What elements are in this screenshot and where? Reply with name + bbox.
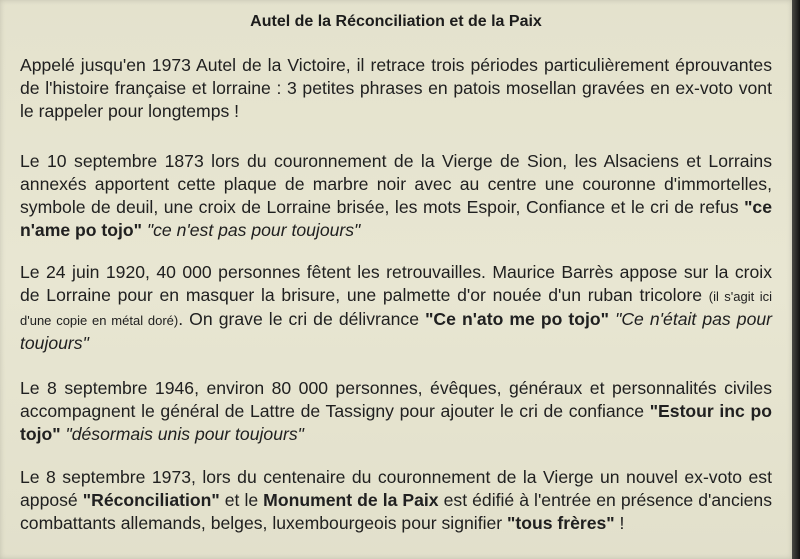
p1973-text3: est édifié à l'entrée en présence d'anciens combattants allemands, belges, luxembourgeois pour signifier — [20, 490, 773, 533]
p1973-tous-freres: "tous frères" — [507, 513, 615, 533]
p1973-text: Le 8 septembre 1973, lors du centenaire du couronnement de la Vierge un nouvel ex-voto est apposé — [20, 467, 772, 510]
p1946-patois-quote: "Estour inc po tojo" — [20, 401, 772, 444]
p1973-text4: ! — [614, 513, 625, 533]
p1973-monument: Monument de la Paix — [263, 490, 439, 510]
paragraph-1873 — [20, 150, 772, 242]
p1920-note: (il s'agit ici d'une copie en métal doré) — [20, 289, 772, 328]
plaque-frame-edge — [792, 0, 800, 559]
paragraph-intro — [20, 54, 772, 123]
p1873-text: Le 10 septembre 1873 lors du couronnement de la Vierge de Sion, les Alsaciens et Lorrains annexés apportent cette plaque de marbre noir avec au centre une couronne d'immortelles, symbole de deuil, une croix de Lorraine brisée, les mots Espoir, Confiance et le cri de refus — [20, 151, 772, 217]
paragraph-1973 — [20, 466, 772, 535]
paragraph-1920 — [20, 261, 772, 355]
p1873-patois-quote: "ce n'ame po tojo" — [20, 197, 772, 240]
p1920-text: Le 24 juin 1920, 40 000 personnes fêtent les retrouvailles. Maurice Barrès appose sur la croix de Lorraine pour en masquer la brisure, une palmette d'or nouée d'un ruban tricolore — [20, 262, 772, 305]
paragraph-1946 — [20, 377, 772, 446]
p1920-patois-quote: "Ce n'ato me po tojo" — [425, 309, 610, 329]
p1873-translation: "ce n'est pas pour toujours" — [146, 220, 361, 240]
p1920-translation: "Ce n'était pas pour toujours" — [20, 309, 773, 353]
p1973-text2: et le — [219, 490, 264, 510]
intro-text: Appelé jusqu'en 1973 Autel de la Victoire, il retrace trois périodes particulièrement éprouvantes de l'histoire française et lorraine : 3 petites phrases en patois mosellan gravées en ex-voto vont le rappeler pour longtemps ! — [20, 55, 772, 121]
plaque-title: Autel de la Réconciliation et de la Paix — [250, 13, 542, 30]
p1973-reconciliation: "Réconciliation" — [82, 490, 220, 510]
p1946-text: Le 8 septembre 1946, environ 80 000 personnes, évêques, généraux et personnalités civiles accompagnent le général de Lattre de Tassigny pour ajouter le cri de confiance — [20, 378, 772, 421]
p1946-translation: "désormais unis pour toujours" — [65, 424, 304, 444]
p1920-text2: . On grave le cri de délivrance — [178, 309, 426, 329]
